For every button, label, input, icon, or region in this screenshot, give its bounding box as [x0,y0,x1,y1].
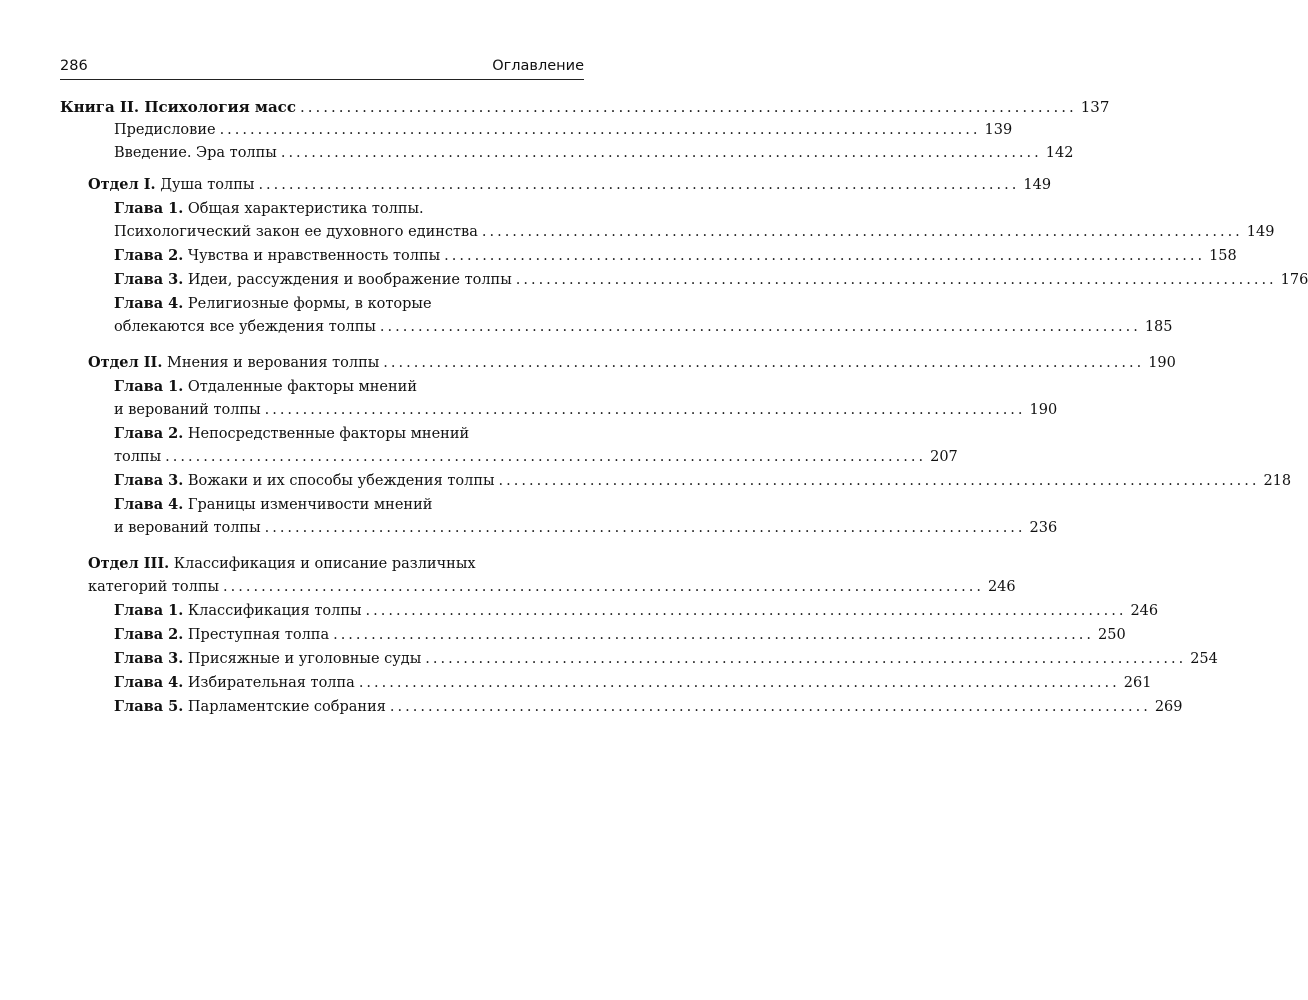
leader-dots: .................................................................................................... [389,699,1151,715]
toc-entry-section-2[interactable]: Отдел II. Мнения и верования толпы .................................................................................................... 190 [60,351,584,375]
toc-page: 246 [987,579,1016,595]
toc-page: 137 [1080,98,1110,116]
toc-page: 185 [1144,319,1173,335]
toc-page: 261 [1123,675,1152,691]
leader-dots: .................................................................................................... [481,224,1243,240]
toc-entry-s2-chapter-3[interactable]: Глава 3. Вожаки и их способы убеждения толпы .................................................................................................... 218 [60,469,584,493]
toc-page: 176 [1280,272,1308,288]
toc-page: 254 [1190,651,1218,667]
toc-page: 236 [1029,520,1058,536]
toc-entry-book[interactable]: Книга II. Психология масс .................................................................................................... 137 [60,96,584,119]
toc-page: 139 [984,122,1013,138]
leader-dots: .................................................................................................... [219,122,981,138]
toc-entry-s3-chapter-2[interactable]: Глава 2. Преступная толпа .................................................................................................... 250 [60,623,584,647]
leader-dots: .................................................................................................... [280,145,1042,161]
toc-entry-intro[interactable]: Введение. Эра толпы .................................................................................................... 142 [60,142,584,165]
toc-entry-s1-chapter-2[interactable]: Глава 2. Чувства и нравственность толпы .................................................................................................... 158 [60,244,584,268]
toc-page: 149 [1246,224,1275,240]
toc-entry-section-1[interactable]: Отдел I. Душа толпы .................................................................................................... 149 [60,173,584,197]
leader-dots: .................................................................................................... [383,355,1145,371]
leader-dots: .................................................................................................... [365,603,1127,619]
leader-dots: .................................................................................................... [425,651,1187,667]
leader-dots: .................................................................................................... [223,579,984,595]
toc-entry-s3-chapter-3[interactable]: Глава 3. Присяжные и уголовные суды .................................................................................................... 254 [60,647,584,671]
toc-entry-s2-chapter-1[interactable]: Глава 1. Отдаленные факторы мнений и верований толпы .................................................................................................... 190 [60,375,584,422]
toc-entry-preface[interactable]: Предисловие .................................................................................................... 139 [60,119,584,142]
toc-page: 190 [1148,355,1176,371]
table-of-contents [60,96,1308,719]
page-number: 286 [60,58,88,74]
leader-dots: .................................................................................................... [444,248,1206,264]
leader-dots: .................................................................................................... [379,319,1141,335]
toc-entry-s2-chapter-4[interactable]: Глава 4. Границы изменчивости мнений и верований толпы .................................................................................................... 236 [60,493,584,540]
toc-page: 158 [1209,248,1237,264]
toc-entry-s1-chapter-3[interactable]: Глава 3. Идеи, рассуждения и воображение толпы .................................................................................................... 176 [60,268,584,292]
leader-dots: .................................................................................................... [299,98,1077,116]
toc-entry-s1-chapter-4[interactable]: Глава 4. Религиозные формы, в которые облекаются все убеждения толпы .................................................................................................... 185 [60,292,584,339]
toc-page: 149 [1023,177,1052,193]
toc-entry-section-3[interactable]: Отдел III. Классификация и описание различных категорий толпы .................................................................................................... 246 [60,552,584,599]
toc-page: 207 [930,449,958,465]
leader-dots: .................................................................................................... [165,449,927,465]
toc-entry-s2-chapter-2[interactable]: Глава 2. Непосредственные факторы мнений толпы .................................................................................................... 207 [60,422,584,469]
leader-dots: .................................................................................................... [515,272,1277,288]
leader-dots: .................................................................................................... [358,675,1120,691]
toc-page: 250 [1098,627,1126,643]
toc-entry-s1-chapter-1[interactable]: Глава 1. Общая характеристика толпы. Психологический закон ее духовного единства .................................................................................................... 149 [60,197,584,244]
toc-page: 190 [1029,402,1058,418]
toc-page: 269 [1154,699,1183,715]
toc-page: 218 [1263,473,1292,489]
toc-entry-s3-chapter-4[interactable]: Глава 4. Избирательная толпа .................................................................................................... 261 [60,671,584,695]
toc-entry-s3-chapter-1[interactable]: Глава 1. Классификация толпы .................................................................................................... 246 [60,599,584,623]
leader-dots: .................................................................................................... [264,520,1026,536]
leader-dots: .................................................................................................... [264,402,1026,418]
leader-dots: .................................................................................................... [258,177,1020,193]
leader-dots: .................................................................................................... [498,473,1260,489]
header-rule [60,79,584,80]
header-title: Оглавление [492,58,584,74]
leader-dots: .................................................................................................... [333,627,1095,643]
toc-page: 142 [1045,145,1074,161]
toc-entry-s3-chapter-5[interactable]: Глава 5. Парламентские собрания .................................................................................................... 269 [60,695,584,719]
toc-page: 246 [1130,603,1159,619]
